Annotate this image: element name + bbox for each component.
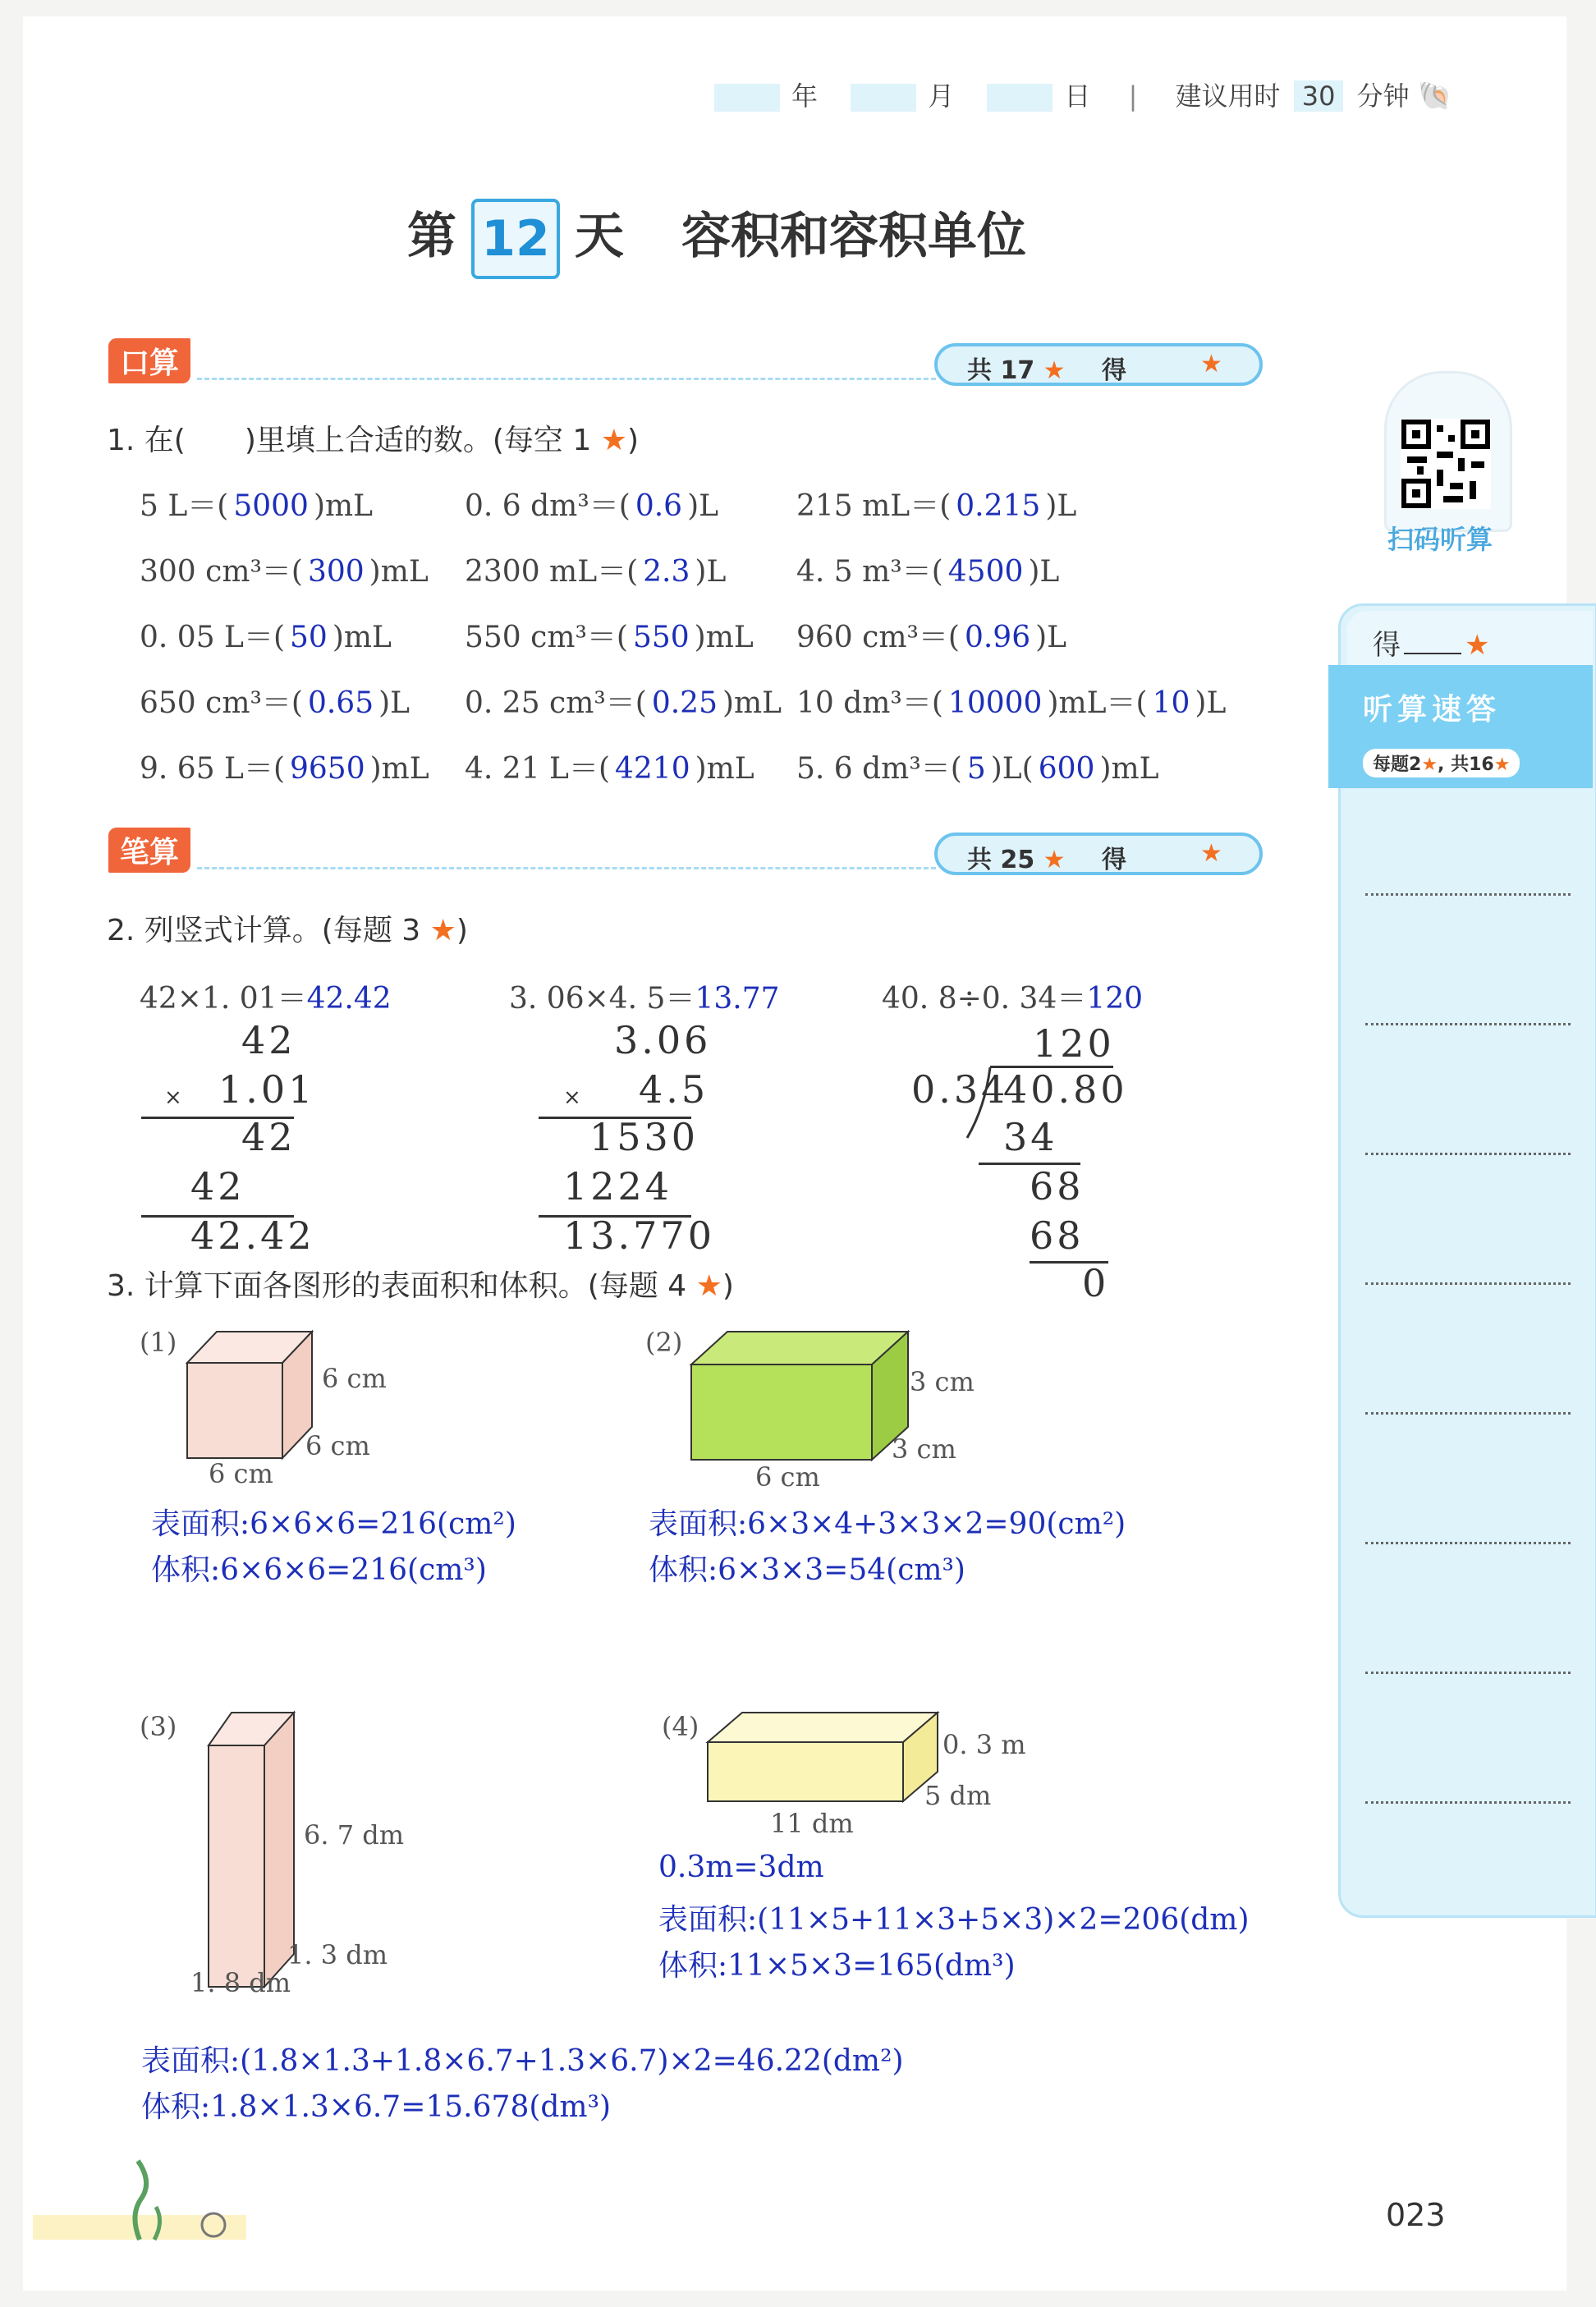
fill-blank-item: [140, 745, 429, 787]
expression-text: 5. 6 dm³＝(: [796, 752, 962, 786]
answer-value[interactable]: 0.25: [651, 686, 718, 720]
answer-line[interactable]: [1365, 1412, 1571, 1415]
figure-2-number: (2): [645, 1327, 683, 1358]
answer-value[interactable]: 0.215: [956, 489, 1041, 523]
written-score: 得: [1102, 846, 1126, 874]
divider: [197, 378, 936, 380]
day-label: 日: [1064, 80, 1091, 112]
calc-3-dividend: 40.80: [1003, 1067, 1128, 1112]
written-section-tag: 笔算: [108, 828, 190, 873]
month-label: 月: [928, 80, 955, 112]
calc-1-expression: 42×1. 01＝42.42: [140, 982, 392, 1016]
answer-value[interactable]: 50: [290, 621, 328, 654]
fill-blank-item: [796, 614, 1066, 656]
page-number: 023: [1386, 2197, 1446, 2233]
figure-1-length-label: 6 cm: [209, 1458, 273, 1489]
calc-3-step: 68: [1030, 1213, 1085, 1258]
figure-2-depth-label: 3 cm: [892, 1433, 956, 1465]
answer-line[interactable]: [1365, 1023, 1571, 1025]
fill-blank-item: [140, 548, 429, 590]
star-icon: ★: [695, 1269, 722, 1303]
oral-total: 共 17 ★: [967, 356, 1066, 385]
expression-text: )L: [1035, 621, 1067, 654]
suggested-time-label: 建议用时: [1175, 80, 1281, 112]
figure-2-surface-area: 表面积:6×3×4+3×3×2=90(cm²): [649, 1507, 1126, 1541]
calc-1-row: 42: [241, 1115, 296, 1159]
shell-icon: 🐚: [1417, 80, 1453, 112]
divider: [197, 867, 936, 869]
figure-4-depth-label: 5 dm: [924, 1780, 992, 1811]
expression-text: )mL: [695, 752, 754, 786]
answer-value[interactable]: 0.6: [635, 489, 683, 523]
calc-1-row: 42: [190, 1164, 245, 1209]
fill-blank-item: [796, 548, 1059, 590]
title-suffix: 天: [575, 208, 624, 265]
listening-panel: [1338, 603, 1596, 1918]
expression-text: 215 mL＝(: [796, 489, 952, 523]
date-header: [714, 76, 1452, 113]
multiply-sign: ×: [563, 1085, 581, 1110]
answer-line[interactable]: [1365, 1282, 1571, 1285]
expression-text: 0. 6 dm³＝(: [465, 489, 631, 523]
answer-value[interactable]: 9650: [290, 752, 365, 786]
figure-3-surface-area: 表面积:(1.8×1.3+1.8×6.7+1.3×6.7)×2=46.22(dm²): [141, 2044, 904, 2078]
answer-value[interactable]: 0.65: [307, 686, 374, 720]
seaweed-decoration-icon: [33, 2158, 246, 2248]
figure-3-volume: 体积:1.8×1.3×6.7=15.678(dm³): [141, 2090, 612, 2124]
figure-4-length-label: 11 dm: [770, 1808, 854, 1839]
figure-3-number: (3): [140, 1711, 177, 1742]
division-bracket: [961, 1066, 993, 1140]
calc-2-row: 3.06: [614, 1018, 712, 1062]
expression-text: )L: [695, 555, 727, 589]
question-2-title: 2. 列竖式计算。(每题 3 ★): [107, 914, 468, 947]
expression-text: 5 L＝(: [140, 489, 229, 523]
star-icon: ★: [429, 914, 456, 947]
separator: |: [1128, 80, 1138, 112]
tall-cuboid-figure: [202, 1708, 300, 1995]
fill-blank-item: [465, 483, 718, 525]
expression-text: 10 dm³＝(: [796, 686, 943, 720]
star-icon: ★: [1200, 839, 1222, 868]
minutes-unit: 分钟: [1356, 80, 1410, 112]
figure-1-height-label: 6 cm: [322, 1363, 387, 1394]
answer-line[interactable]: [1365, 893, 1571, 896]
calc-1-row: 42.42: [190, 1213, 315, 1258]
quick-answer-rule: 每题2★, 共16★: [1363, 749, 1520, 777]
answer-value[interactable]: 5000: [233, 489, 309, 523]
fill-blank-item: [140, 680, 410, 722]
expression-text: )mL: [1099, 752, 1159, 786]
title-prefix: 第: [407, 208, 456, 265]
expression-text: 0. 05 L＝(: [140, 621, 285, 654]
answer-value[interactable]: 550: [632, 621, 690, 654]
title-topic: 容积和容积单位: [681, 208, 1026, 265]
day-number-badge: 12: [471, 199, 560, 279]
figure-1-depth-label: 6 cm: [305, 1430, 370, 1461]
expression-text: )L: [1045, 489, 1077, 523]
year-label: 年: [791, 80, 819, 112]
day-blank[interactable]: [987, 84, 1053, 112]
answer-value[interactable]: 4210: [615, 752, 690, 786]
year-blank[interactable]: [714, 84, 780, 112]
answer-value[interactable]: 0.96: [964, 621, 1031, 654]
star-icon: ★: [1200, 350, 1222, 378]
expression-text: )mL: [694, 621, 754, 654]
answer-line[interactable]: [1365, 1153, 1571, 1155]
calc-1-row: 42: [241, 1018, 296, 1062]
written-score-bar: [934, 832, 1263, 875]
expression-text: )L(: [990, 752, 1034, 786]
cube-figure: [181, 1325, 320, 1465]
figure-3-height-label: 6. 7 dm: [304, 1819, 405, 1851]
answer-value[interactable]: 5: [966, 752, 986, 786]
expression-text: )mL: [313, 489, 374, 523]
panel-score: 得 ★: [1373, 629, 1490, 662]
fill-blank-item: [465, 614, 754, 656]
expression-text: )mL: [369, 555, 429, 589]
calc-3-remainder: 0: [1082, 1261, 1110, 1305]
calc-2-row: 4.5: [639, 1067, 709, 1112]
figure-2-height-label: 3 cm: [910, 1366, 975, 1397]
calc-2-row: 1530: [589, 1115, 699, 1159]
answer-value[interactable]: 10000: [947, 686, 1043, 720]
figure-4-number: (4): [662, 1711, 699, 1742]
fill-blank-item: [465, 548, 726, 590]
expression-text: )mL: [369, 752, 429, 786]
figure-4-surface-area: 表面积:(11×5+11×3+5×3)×2=206(dm): [658, 1903, 1250, 1937]
figure-2-volume: 体积:6×3×3=54(cm³): [649, 1553, 965, 1587]
calc-3-step: 68: [1030, 1164, 1085, 1209]
page-title: [407, 197, 1026, 279]
calc-1-row: 1.01: [218, 1067, 316, 1112]
scan-to-listen-label: 扫码听算: [1387, 524, 1493, 555]
calc-3-divisor: 0.34: [911, 1067, 1009, 1112]
expression-text: )L: [378, 686, 410, 720]
figure-1-number: (1): [140, 1327, 177, 1358]
suggested-minutes: 30: [1294, 80, 1344, 112]
answer-line[interactable]: [1365, 1542, 1571, 1544]
figure-4-height-label: 0. 3 m: [942, 1729, 1026, 1760]
flat-cuboid-figure: [704, 1709, 942, 1808]
expression-text: 2300 mL＝(: [465, 555, 639, 589]
fill-blank-item: [140, 614, 392, 656]
expression-text: 300 cm³＝(: [140, 555, 303, 589]
cuboid-figure: [686, 1327, 916, 1466]
calc-3-step: 34: [1003, 1115, 1058, 1159]
expression-text: )L: [1028, 555, 1060, 589]
expression-text: )mL＝(: [1047, 686, 1148, 720]
written-total: 共 25 ★: [967, 846, 1066, 874]
oral-score: 得: [1102, 356, 1126, 385]
expression-text: )L: [687, 489, 719, 523]
expression-text: 4. 5 m³＝(: [796, 555, 943, 589]
fill-blank-item: [796, 745, 1159, 787]
expression-text: 4. 21 L＝(: [465, 752, 610, 786]
expression-text: 960 cm³＝(: [796, 621, 960, 654]
answer-value[interactable]: 300: [307, 555, 365, 589]
month-blank[interactable]: [851, 84, 916, 112]
figure-4-conversion: 0.3m=3dm: [658, 1851, 824, 1884]
figure-1-volume: 体积:6×6×6=216(cm³): [151, 1553, 487, 1587]
expression-text: 9. 65 L＝(: [140, 752, 285, 786]
multiply-sign: ×: [164, 1085, 182, 1110]
fill-blank-item: [140, 483, 373, 525]
figure-4-volume: 体积:11×5×3=165(dm³): [658, 1949, 1016, 1983]
fill-blank-item: [796, 680, 1226, 722]
oral-section-tag: 口算: [108, 338, 190, 383]
expression-text: 0. 25 cm³＝(: [465, 686, 647, 720]
oral-score-bar: [934, 343, 1263, 386]
expression-text: )mL: [722, 686, 782, 720]
qr-code-icon[interactable]: [1401, 419, 1491, 509]
calc-2-row: 13.770: [563, 1213, 715, 1258]
question-1-title: 1. 在( )里填上合适的数。(每空 1 ★): [107, 424, 640, 457]
expression-text: 650 cm³＝(: [140, 686, 303, 720]
fill-blank-item: [465, 745, 754, 787]
expression-text: )mL: [332, 621, 392, 654]
answer-value[interactable]: 600: [1038, 752, 1095, 786]
question-3-title: 3. 计算下面各图形的表面积和体积。(每题 4 ★): [107, 1269, 734, 1303]
answer-value[interactable]: 4500: [947, 555, 1024, 589]
expression-text: )L: [1195, 686, 1227, 720]
answer-value[interactable]: 10: [1152, 686, 1190, 720]
expression-text: 550 cm³＝(: [465, 621, 628, 654]
answer-line[interactable]: [1365, 1672, 1571, 1674]
figure-3-length-label: 1. 8 dm: [190, 1967, 291, 1998]
quick-answer-title: 听算速答: [1363, 693, 1502, 727]
calc-3-quotient: 120: [1033, 1021, 1115, 1066]
fill-blank-item: [465, 680, 782, 722]
answer-line[interactable]: [1365, 1801, 1571, 1804]
fill-blank-item: [796, 483, 1076, 525]
figure-3-depth-label: 1. 3 dm: [287, 1939, 388, 1970]
calc-2-row: 1224: [563, 1164, 673, 1209]
figure-2-length-label: 6 cm: [755, 1461, 820, 1493]
figure-1-surface-area: 表面积:6×6×6=216(cm²): [151, 1507, 516, 1541]
calc-2-expression: 3. 06×4. 5＝13.77: [509, 982, 780, 1016]
star-icon: ★: [600, 424, 628, 457]
calc-3-expression: 40. 8÷0. 34＝120: [882, 982, 1144, 1016]
answer-value[interactable]: 2.3: [643, 555, 690, 589]
